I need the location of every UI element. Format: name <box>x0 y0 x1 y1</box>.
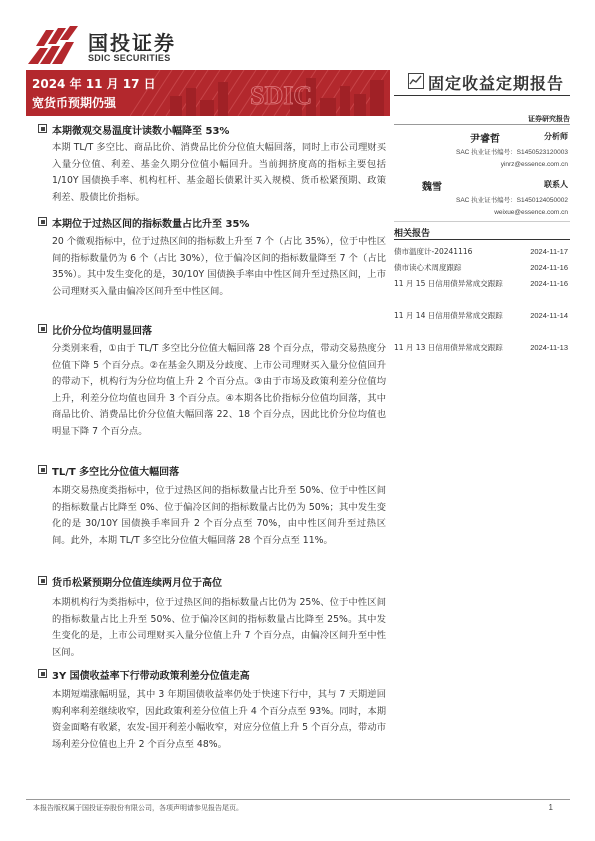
section-paragraph: 分类别来看，①由于 TL/T 多空比分位值大幅回落 28 个百分点，带动交易热度分位值下降 5 个百分点。②在基金久期及分歧度、上市公司理财买入量分位值回升的带动下，机构行为分位均值上升 2 个百分点。③由于市场及政策利差分位值均上升，利差分位均值也回升 3 个百分点。④本期各比价指标分位值均回落，其中商品比价、消费品比价分位值大幅回落 22、18 个百分点，因此比价分位均值也明显下降 7 个百分点。 <box>52 343 386 437</box>
section-heading: TL/T 多空比分位值大幅回落 <box>52 463 386 478</box>
section-paragraph: 本期交易热度类指标中，位于过热区间的指标数量占比升至 50%、位于中性区间的指标数量占比降至 0%、位于偏冷区间的指标数量占比仍为 50%；其中发生变化的是 30/10Y 国债换手率回升 2 个百分点至 70%，由中性区间升至过热区间。此外，本期 TL/T 多空比分位值大幅回落 28 个百分点至 11%。 <box>52 485 386 546</box>
analyst-sac: SAC 执业证书编号：S1450124050002 <box>455 197 568 204</box>
section-heading: 3Y 国债收益率下行带动政策利差分位值走高 <box>52 667 386 682</box>
research-label: 证券研究报告 <box>528 115 570 123</box>
logo-name-en: SDIC SECURITIES <box>88 53 171 63</box>
section-paragraph: 本期短端涨幅明显，其中 3 年期国债收益率仍处于快速下行中，其与 7 天期逆回购利率利差继续收窄，因此政策利差分位值上升 4 个百分点至 93%。同时，本期资金面略有收紧，农发-国开利差小幅收窄，对应分位值上升 5 个百分点，带动市场利差分位值也上升 2 个百分点至 48%。 <box>52 689 386 750</box>
bullet-square-icon <box>38 217 47 226</box>
section-heading: 货币松紧预期分位值连续两月位于高位 <box>52 574 386 589</box>
analyst-card <box>394 178 570 222</box>
page-number: 1 <box>548 803 553 812</box>
logo-mark-icon <box>26 26 82 66</box>
divider <box>394 95 570 96</box>
logo-name-cn: 国投证券 <box>88 31 176 55</box>
related-report-date: 2024-11-16 <box>530 263 568 272</box>
banner-watermark: SDIC <box>250 81 313 110</box>
related-report-date: 2024-11-14 <box>530 311 568 320</box>
bullet-square-icon <box>38 124 47 133</box>
related-report-date: 2024-11-13 <box>530 343 568 352</box>
related-report-title[interactable]: 11 月 15 日信用债异常成交跟踪 <box>394 279 503 288</box>
section-heading: 比价分位均值明显回落 <box>52 322 386 337</box>
section-paragraph: 本期 TL/T 多空比、商品比价、消费品比价分位值大幅回落，同时上市公司理财买入量分位值、利差、基金久期分位值小幅回升。当前拥挤度高的指标主要包括 1/10Y 国债换手率、机构杠杆、基金超长债累计买入规模、货币松紧预期、政策利差、股债比价指标。 <box>52 142 386 203</box>
analyst-name: 尹睿哲 <box>470 134 500 145</box>
bullet-square-icon <box>38 669 47 678</box>
section-heading: 本期位于过热区间的指标数量占比升至 35% <box>52 215 386 230</box>
bullet-square-icon <box>38 324 47 333</box>
company-logo <box>26 26 196 66</box>
analyst-email[interactable]: yinrz@essence.com.cn <box>500 161 568 168</box>
section-paragraph: 20 个微观指标中，位于过热区间的指标数上升至 7 个（占比 35%），位于中性区间的指标数量仍为 6 个（占比 30%），位于偏冷区间的指标数量降至 7 个（占比 35%）。其中发生变化的是，30/10Y 国债换手率由中性区间升至过热区间，上市公司理财买入量由偏冷区间升至中性区间。 <box>52 236 386 297</box>
report-type-label: 固定收益定期报告 <box>428 74 565 93</box>
divider <box>394 239 570 240</box>
related-report-title[interactable]: 债市读心术周度跟踪 <box>394 263 462 272</box>
analyst-name: 魏雪 <box>422 182 442 193</box>
report-type <box>404 70 570 92</box>
footer-disclaimer: 本报告版权属于国投证券股份有限公司，各项声明请参见报告尾页。 <box>33 804 243 812</box>
chart-icon <box>408 73 424 89</box>
divider <box>394 221 570 222</box>
section-heading: 本期微观交易温度计读数小幅降至 53% <box>52 122 386 137</box>
title-banner <box>26 70 390 116</box>
related-report-date: 2024-11-17 <box>530 247 568 256</box>
bullet-square-icon <box>38 576 47 585</box>
divider <box>394 124 570 125</box>
bullet-square-icon <box>38 465 47 474</box>
report-date: 2024 年 11 月 17 日 <box>32 77 156 91</box>
analyst-email[interactable]: weixue@essence.com.cn <box>494 209 568 216</box>
related-report-date: 2024-11-16 <box>530 279 568 288</box>
banner-pattern <box>130 70 390 116</box>
analyst-role: 联系人 <box>544 180 568 189</box>
analyst-role: 分析师 <box>544 132 568 141</box>
related-report-title[interactable]: 11 月 14 日信用债异常成交跟踪 <box>394 311 503 320</box>
related-report-title[interactable]: 债市温度计-20241116 <box>394 247 473 256</box>
related-reports-title: 相关报告 <box>394 229 431 239</box>
analyst-sac: SAC 执业证书编号：S1450523120003 <box>455 149 568 156</box>
footer-divider <box>26 799 570 800</box>
report-title: 宽货币预期仍强 <box>32 96 117 110</box>
analyst-card <box>394 130 570 174</box>
section-paragraph: 本期机构行为类指标中，位于过热区间的指标数量占比仍为 25%、位于中性区间的指标数量占比上升至 50%、位于偏冷区间的指标数量占比降至 25%。其中发生变化的是，上市公司理财买入量分位值上升 7 个百分点，由偏冷区间升至中性区间。 <box>52 597 386 658</box>
related-report-title[interactable]: 11 月 13 日信用债异常成交跟踪 <box>394 343 503 352</box>
